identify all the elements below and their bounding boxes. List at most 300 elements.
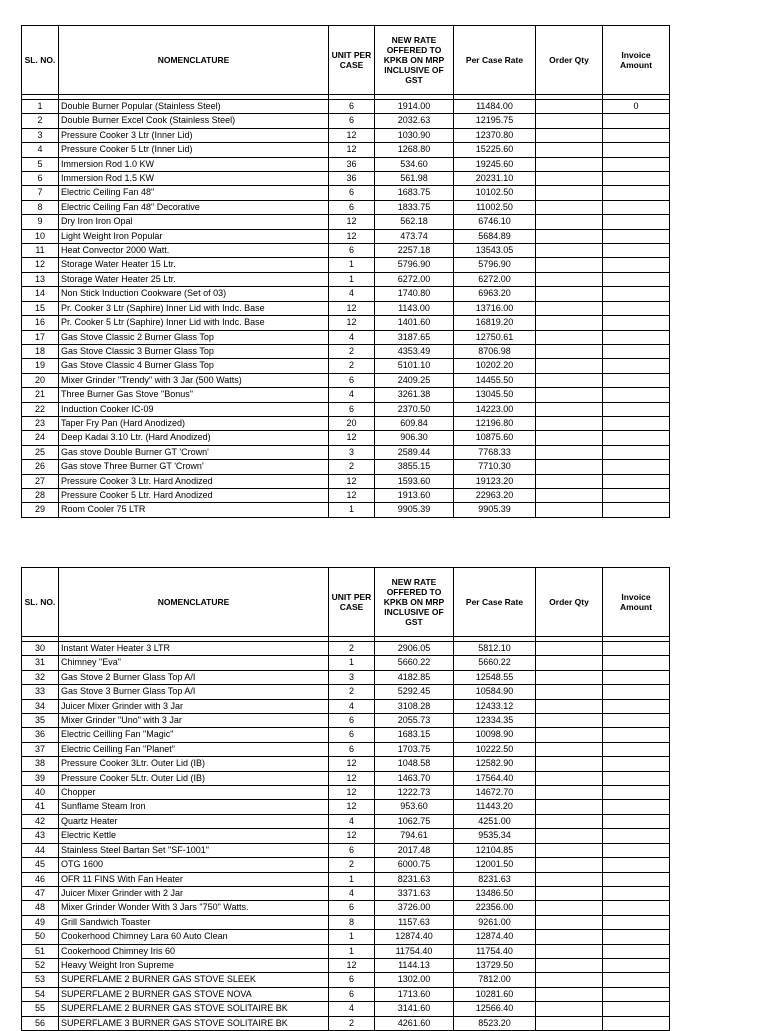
unit-per-case-cell: 2	[329, 1016, 375, 1030]
order-qty-cell[interactable]	[536, 1002, 603, 1016]
order-qty-cell[interactable]	[536, 200, 603, 214]
order-qty-cell[interactable]	[536, 728, 603, 742]
nomenclature-cell: Pressure Cooker 5 Ltr (Inner Lid)	[59, 143, 329, 157]
order-qty-cell[interactable]	[536, 157, 603, 171]
table-row	[22, 915, 670, 929]
invoice-amount-cell	[603, 172, 670, 186]
table-row	[22, 431, 670, 445]
invoice-amount-cell	[603, 287, 670, 301]
per-case-rate-cell: 22356.00	[454, 901, 536, 915]
per-case-rate-cell: 9261.00	[454, 915, 536, 929]
invoice-amount-cell	[603, 503, 670, 517]
per-case-rate-cell: 10875.60	[454, 431, 536, 445]
table-row	[22, 359, 670, 373]
table-row	[22, 200, 670, 214]
per-case-rate-cell: 8231.63	[454, 872, 536, 886]
order-qty-cell[interactable]	[536, 431, 603, 445]
sl-no-cell: 11	[22, 244, 59, 258]
sl-no-cell: 17	[22, 330, 59, 344]
sl-no-cell: 49	[22, 915, 59, 929]
sl-no-cell: 24	[22, 431, 59, 445]
order-qty-cell[interactable]	[536, 445, 603, 459]
table-row	[22, 316, 670, 330]
new-rate-cell: 4353.49	[375, 344, 454, 358]
invoice-amount-cell	[603, 714, 670, 728]
nomenclature-cell: Immersion Rod 1.0 KW	[59, 157, 329, 171]
order-qty-cell[interactable]	[536, 416, 603, 430]
invoice-amount-cell	[603, 771, 670, 785]
header-new-rate: NEW RATE OFFERED TO KPKB ON MRP INCLUSIVE OF GST	[375, 568, 454, 637]
invoice-amount-cell	[603, 642, 670, 656]
per-case-rate-cell: 19245.60	[454, 157, 536, 171]
order-qty-cell[interactable]	[536, 915, 603, 929]
unit-per-case-cell: 6	[329, 114, 375, 128]
nomenclature-cell: Non Stick Induction Cookware (Set of 03)	[59, 287, 329, 301]
sl-no-cell: 54	[22, 987, 59, 1001]
price-list-table-1	[21, 25, 670, 518]
per-case-rate-cell: 22963.20	[454, 488, 536, 502]
nomenclature-cell: SUPERFLAME 2 BURNER GAS STOVE NOVA	[59, 987, 329, 1001]
order-qty-cell[interactable]	[536, 488, 603, 502]
table-row	[22, 786, 670, 800]
sl-no-cell: 53	[22, 973, 59, 987]
nomenclature-cell: OFR 11 FINS With Fan Heater	[59, 872, 329, 886]
invoice-amount-cell	[603, 344, 670, 358]
per-case-rate-cell: 6963.20	[454, 287, 536, 301]
nomenclature-cell: Induction Cooker IC-09	[59, 402, 329, 416]
new-rate-cell: 1833.75	[375, 200, 454, 214]
table-body-1	[22, 95, 670, 518]
nomenclature-cell: Gas Stove Classic 2 Burner Glass Top	[59, 330, 329, 344]
header-order-qty: Order Qty	[536, 568, 603, 637]
order-qty-cell[interactable]	[536, 100, 603, 114]
nomenclature-cell: Pressure Cooker 5Ltr. Outer Lid (IB)	[59, 771, 329, 785]
order-qty-cell[interactable]	[536, 814, 603, 828]
sl-no-cell: 55	[22, 1002, 59, 1016]
order-qty-cell[interactable]	[536, 460, 603, 474]
order-qty-cell[interactable]	[536, 143, 603, 157]
order-qty-cell[interactable]	[536, 373, 603, 387]
nomenclature-cell: Juicer Mixer Grinder with 2 Jar	[59, 886, 329, 900]
table-row	[22, 114, 670, 128]
unit-per-case-cell: 4	[329, 814, 375, 828]
order-qty-cell[interactable]	[536, 786, 603, 800]
sl-no-cell: 51	[22, 944, 59, 958]
invoice-amount-cell	[603, 814, 670, 828]
invoice-amount-cell	[603, 728, 670, 742]
order-qty-cell[interactable]	[536, 287, 603, 301]
nomenclature-cell: Quartz Heater	[59, 814, 329, 828]
order-qty-cell[interactable]	[536, 503, 603, 517]
new-rate-cell: 2370.50	[375, 402, 454, 416]
unit-per-case-cell: 6	[329, 843, 375, 857]
sl-no-cell: 27	[22, 474, 59, 488]
nomenclature-cell: Stainless Steel Bartan Set "SF-1001"	[59, 843, 329, 857]
sl-no-cell: 22	[22, 402, 59, 416]
table-row	[22, 930, 670, 944]
new-rate-cell: 1268.80	[375, 143, 454, 157]
order-qty-cell[interactable]	[536, 714, 603, 728]
new-rate-cell: 953.60	[375, 800, 454, 814]
order-qty-cell[interactable]	[536, 642, 603, 656]
nomenclature-cell: Grill Sandwich Toaster	[59, 915, 329, 929]
nomenclature-cell: Chopper	[59, 786, 329, 800]
per-case-rate-cell: 12750.61	[454, 330, 536, 344]
new-rate-cell: 3726.00	[375, 901, 454, 915]
new-rate-cell: 794.61	[375, 829, 454, 843]
unit-per-case-cell: 1	[329, 944, 375, 958]
header-new-rate: NEW RATE OFFERED TO KPKB ON MRP INCLUSIVE OF GST	[375, 26, 454, 95]
sl-no-cell: 9	[22, 215, 59, 229]
nomenclature-cell: Electric Ceiling Fan 48" Decorative	[59, 200, 329, 214]
order-qty-cell[interactable]	[536, 858, 603, 872]
new-rate-cell: 5292.45	[375, 685, 454, 699]
unit-per-case-cell: 2	[329, 344, 375, 358]
order-qty-cell[interactable]	[536, 886, 603, 900]
invoice-amount-cell	[603, 157, 670, 171]
unit-per-case-cell: 2	[329, 460, 375, 474]
sl-no-cell: 31	[22, 656, 59, 670]
unit-per-case-cell: 1	[329, 503, 375, 517]
new-rate-cell: 2409.25	[375, 373, 454, 387]
order-qty-cell[interactable]	[536, 699, 603, 713]
per-case-rate-cell: 11754.40	[454, 944, 536, 958]
nomenclature-cell: Heat Convector 2000 Watt.	[59, 244, 329, 258]
per-case-rate-cell: 5660.22	[454, 656, 536, 670]
unit-per-case-cell: 4	[329, 287, 375, 301]
order-qty-cell[interactable]	[536, 771, 603, 785]
order-qty-cell[interactable]	[536, 958, 603, 972]
sl-no-cell: 26	[22, 460, 59, 474]
unit-per-case-cell: 12	[329, 229, 375, 243]
new-rate-cell: 1683.15	[375, 728, 454, 742]
sl-no-cell: 19	[22, 359, 59, 373]
per-case-rate-cell: 7812.00	[454, 973, 536, 987]
unit-per-case-cell: 12	[329, 829, 375, 843]
new-rate-cell: 6272.00	[375, 272, 454, 286]
per-case-rate-cell: 10584.90	[454, 685, 536, 699]
nomenclature-cell: Gas Stove 3 Burner Glass Top A/I	[59, 685, 329, 699]
per-case-rate-cell: 6746.10	[454, 215, 536, 229]
sl-no-cell: 33	[22, 685, 59, 699]
sl-no-cell: 14	[22, 287, 59, 301]
new-rate-cell: 1222.73	[375, 786, 454, 800]
table-row	[22, 258, 670, 272]
price-list-table-2	[21, 567, 670, 1031]
nomenclature-cell: Electric Ceilling Fan "Magic"	[59, 728, 329, 742]
sl-no-cell: 10	[22, 229, 59, 243]
sl-no-cell: 44	[22, 843, 59, 857]
per-case-rate-cell: 13045.50	[454, 388, 536, 402]
per-case-rate-cell: 12582.90	[454, 757, 536, 771]
invoice-amount-cell	[603, 474, 670, 488]
table-row	[22, 244, 670, 258]
header-per-case-rate: Per Case Rate	[454, 568, 536, 637]
order-qty-cell[interactable]	[536, 829, 603, 843]
table-row	[22, 714, 670, 728]
invoice-amount-cell	[603, 886, 670, 900]
order-qty-cell[interactable]	[536, 757, 603, 771]
order-qty-cell[interactable]	[536, 258, 603, 272]
order-qty-cell[interactable]	[536, 244, 603, 258]
header-sl-no: SL. NO.	[22, 568, 59, 637]
order-qty-cell[interactable]	[536, 330, 603, 344]
order-qty-cell[interactable]	[536, 359, 603, 373]
unit-per-case-cell: 12	[329, 301, 375, 315]
invoice-amount-cell	[603, 143, 670, 157]
per-case-rate-cell: 12548.55	[454, 670, 536, 684]
sl-no-cell: 18	[22, 344, 59, 358]
table-row	[22, 287, 670, 301]
new-rate-cell: 534.60	[375, 157, 454, 171]
sl-no-cell: 12	[22, 258, 59, 272]
invoice-amount-cell	[603, 973, 670, 987]
per-case-rate-cell: 12195.75	[454, 114, 536, 128]
invoice-amount-cell	[603, 431, 670, 445]
sl-no-cell: 40	[22, 786, 59, 800]
invoice-amount-cell	[603, 229, 670, 243]
header-unit-per-case: UNIT PER CASE	[329, 568, 375, 637]
table-row	[22, 771, 670, 785]
header-per-case-rate: Per Case Rate	[454, 26, 536, 95]
unit-per-case-cell: 12	[329, 143, 375, 157]
new-rate-cell: 1048.58	[375, 757, 454, 771]
new-rate-cell: 2906.05	[375, 642, 454, 656]
new-rate-cell: 3855.15	[375, 460, 454, 474]
order-qty-cell[interactable]	[536, 843, 603, 857]
invoice-amount-cell	[603, 901, 670, 915]
invoice-amount-cell	[603, 215, 670, 229]
order-qty-cell[interactable]	[536, 388, 603, 402]
table-row	[22, 699, 670, 713]
table-row	[22, 886, 670, 900]
order-qty-cell[interactable]	[536, 215, 603, 229]
table-row	[22, 728, 670, 742]
invoice-amount-cell	[603, 843, 670, 857]
per-case-rate-cell: 12334.35	[454, 714, 536, 728]
nomenclature-cell: Pressure Cooker 5 Ltr. Hard Anodized	[59, 488, 329, 502]
unit-per-case-cell: 12	[329, 431, 375, 445]
nomenclature-cell: Gas stove Double Burner GT 'Crown'	[59, 445, 329, 459]
order-qty-cell[interactable]	[536, 301, 603, 315]
nomenclature-cell: Mixer Grinder "Uno" with 3 Jar	[59, 714, 329, 728]
new-rate-cell: 473.74	[375, 229, 454, 243]
new-rate-cell: 3108.28	[375, 699, 454, 713]
new-rate-cell: 11754.40	[375, 944, 454, 958]
unit-per-case-cell: 3	[329, 445, 375, 459]
sl-no-cell: 7	[22, 186, 59, 200]
per-case-rate-cell: 5684.89	[454, 229, 536, 243]
invoice-amount-cell	[603, 316, 670, 330]
per-case-rate-cell: 11484.00	[454, 100, 536, 114]
order-qty-cell[interactable]	[536, 930, 603, 944]
table-row	[22, 757, 670, 771]
order-qty-cell[interactable]	[536, 670, 603, 684]
table-body-2	[22, 637, 670, 1031]
table-row	[22, 388, 670, 402]
order-qty-cell[interactable]	[536, 128, 603, 142]
per-case-rate-cell: 9535.34	[454, 829, 536, 843]
new-rate-cell: 3261.38	[375, 388, 454, 402]
invoice-amount-cell	[603, 742, 670, 756]
order-qty-cell[interactable]	[536, 316, 603, 330]
invoice-amount-cell	[603, 858, 670, 872]
per-case-rate-cell: 7768.33	[454, 445, 536, 459]
new-rate-cell: 562.18	[375, 215, 454, 229]
table-row	[22, 143, 670, 157]
sl-no-cell: 1	[22, 100, 59, 114]
nomenclature-cell: Gas Stove Classic 4 Burner Glass Top	[59, 359, 329, 373]
table-row	[22, 829, 670, 843]
sl-no-cell: 30	[22, 642, 59, 656]
nomenclature-cell: Pressure Cooker 3 Ltr. Hard Anodized	[59, 474, 329, 488]
nomenclature-cell: Chimney "Eva"	[59, 656, 329, 670]
order-qty-cell[interactable]	[536, 901, 603, 915]
per-case-rate-cell: 13543.05	[454, 244, 536, 258]
per-case-rate-cell: 12001.50	[454, 858, 536, 872]
order-qty-cell[interactable]	[536, 1016, 603, 1030]
per-case-rate-cell: 12104.85	[454, 843, 536, 857]
nomenclature-cell: Electric Kettle	[59, 829, 329, 843]
per-case-rate-cell: 14455.50	[454, 373, 536, 387]
new-rate-cell: 1302.00	[375, 973, 454, 987]
per-case-rate-cell: 13486.50	[454, 886, 536, 900]
header-unit-per-case: UNIT PER CASE	[329, 26, 375, 95]
order-qty-cell[interactable]	[536, 344, 603, 358]
table-row	[22, 301, 670, 315]
table-row	[22, 172, 670, 186]
invoice-amount-cell	[603, 829, 670, 843]
sl-no-cell: 25	[22, 445, 59, 459]
nomenclature-cell: SUPERFLAME 2 BURNER GAS STOVE SOLITAIRE BK	[59, 1002, 329, 1016]
sl-no-cell: 50	[22, 930, 59, 944]
new-rate-cell: 5101.10	[375, 359, 454, 373]
nomenclature-cell: Pr. Cooker 3 Ltr (Saphire) Inner Lid with Indc. Base	[59, 301, 329, 315]
per-case-rate-cell: 13716.00	[454, 301, 536, 315]
nomenclature-cell: Pressure Cooker 3 Ltr (Inner Lid)	[59, 128, 329, 142]
nomenclature-cell: Instant Water Heater 3 LTR	[59, 642, 329, 656]
unit-per-case-cell: 4	[329, 1002, 375, 1016]
table-row	[22, 973, 670, 987]
table-row	[22, 157, 670, 171]
new-rate-cell: 3141.60	[375, 1002, 454, 1016]
invoice-amount-cell	[603, 987, 670, 1001]
unit-per-case-cell: 6	[329, 186, 375, 200]
new-rate-cell: 906.30	[375, 431, 454, 445]
sl-no-cell: 13	[22, 272, 59, 286]
order-qty-cell[interactable]	[536, 987, 603, 1001]
unit-per-case-cell: 6	[329, 714, 375, 728]
order-qty-cell[interactable]	[536, 973, 603, 987]
nomenclature-cell: Deep Kadai 3.10 Ltr. (Hard Anodized)	[59, 431, 329, 445]
per-case-rate-cell: 8706.98	[454, 344, 536, 358]
table-row	[22, 670, 670, 684]
unit-per-case-cell: 36	[329, 157, 375, 171]
order-qty-cell[interactable]	[536, 742, 603, 756]
nomenclature-cell: Pressure Cooker 3Ltr. Outer Lid (IB)	[59, 757, 329, 771]
order-qty-cell[interactable]	[536, 944, 603, 958]
sl-no-cell: 48	[22, 901, 59, 915]
order-qty-cell[interactable]	[536, 114, 603, 128]
invoice-amount-cell	[603, 330, 670, 344]
per-case-rate-cell: 17564.40	[454, 771, 536, 785]
order-qty-cell[interactable]	[536, 172, 603, 186]
per-case-rate-cell: 20231.10	[454, 172, 536, 186]
invoice-amount-cell	[603, 958, 670, 972]
table-row	[22, 858, 670, 872]
header-sl-no: SL. NO.	[22, 26, 59, 95]
order-qty-cell[interactable]	[536, 402, 603, 416]
per-case-rate-cell: 19123.20	[454, 474, 536, 488]
new-rate-cell: 561.98	[375, 172, 454, 186]
order-qty-cell[interactable]	[536, 656, 603, 670]
new-rate-cell: 1593.60	[375, 474, 454, 488]
sl-no-cell: 37	[22, 742, 59, 756]
nomenclature-cell: SUPERFLAME 2 BURNER GAS STOVE SLEEK	[59, 973, 329, 987]
table-row	[22, 872, 670, 886]
unit-per-case-cell: 4	[329, 699, 375, 713]
per-case-rate-cell: 9905.39	[454, 503, 536, 517]
invoice-amount-cell	[603, 460, 670, 474]
unit-per-case-cell: 12	[329, 488, 375, 502]
header-nomenclature: NOMENCLATURE	[59, 26, 329, 95]
per-case-rate-cell: 11002.50	[454, 200, 536, 214]
table-row	[22, 186, 670, 200]
order-qty-cell[interactable]	[536, 186, 603, 200]
unit-per-case-cell: 36	[329, 172, 375, 186]
table-row	[22, 656, 670, 670]
order-qty-cell[interactable]	[536, 800, 603, 814]
per-case-rate-cell: 10222.50	[454, 742, 536, 756]
unit-per-case-cell: 12	[329, 128, 375, 142]
invoice-amount-cell	[603, 488, 670, 502]
nomenclature-cell: Juicer Mixer Grinder with 3 Jar	[59, 699, 329, 713]
table-row	[22, 642, 670, 656]
new-rate-cell: 1157.63	[375, 915, 454, 929]
per-case-rate-cell: 12196.80	[454, 416, 536, 430]
sl-no-cell: 34	[22, 699, 59, 713]
unit-per-case-cell: 6	[329, 973, 375, 987]
sl-no-cell: 20	[22, 373, 59, 387]
new-rate-cell: 2055.73	[375, 714, 454, 728]
unit-per-case-cell: 12	[329, 757, 375, 771]
unit-per-case-cell: 2	[329, 858, 375, 872]
unit-per-case-cell: 2	[329, 359, 375, 373]
nomenclature-cell: Gas Stove 2 Burner Glass Top A/I	[59, 670, 329, 684]
nomenclature-cell: Heavy Weight Iron Supreme	[59, 958, 329, 972]
order-qty-cell[interactable]	[536, 229, 603, 243]
new-rate-cell: 6000.75	[375, 858, 454, 872]
per-case-rate-cell: 5812.10	[454, 642, 536, 656]
nomenclature-cell: Sunflame Steam Iron	[59, 800, 329, 814]
order-qty-cell[interactable]	[536, 685, 603, 699]
unit-per-case-cell: 6	[329, 901, 375, 915]
order-qty-cell[interactable]	[536, 272, 603, 286]
unit-per-case-cell: 6	[329, 373, 375, 387]
table-row	[22, 128, 670, 142]
unit-per-case-cell: 4	[329, 330, 375, 344]
order-qty-cell[interactable]	[536, 474, 603, 488]
per-case-rate-cell: 7710.30	[454, 460, 536, 474]
per-case-rate-cell: 15225.60	[454, 143, 536, 157]
sl-no-cell: 35	[22, 714, 59, 728]
sl-no-cell: 6	[22, 172, 59, 186]
unit-per-case-cell: 6	[329, 244, 375, 258]
new-rate-cell: 2589.44	[375, 445, 454, 459]
nomenclature-cell: Light Weight Iron Popular	[59, 229, 329, 243]
order-qty-cell[interactable]	[536, 872, 603, 886]
sl-no-cell: 36	[22, 728, 59, 742]
